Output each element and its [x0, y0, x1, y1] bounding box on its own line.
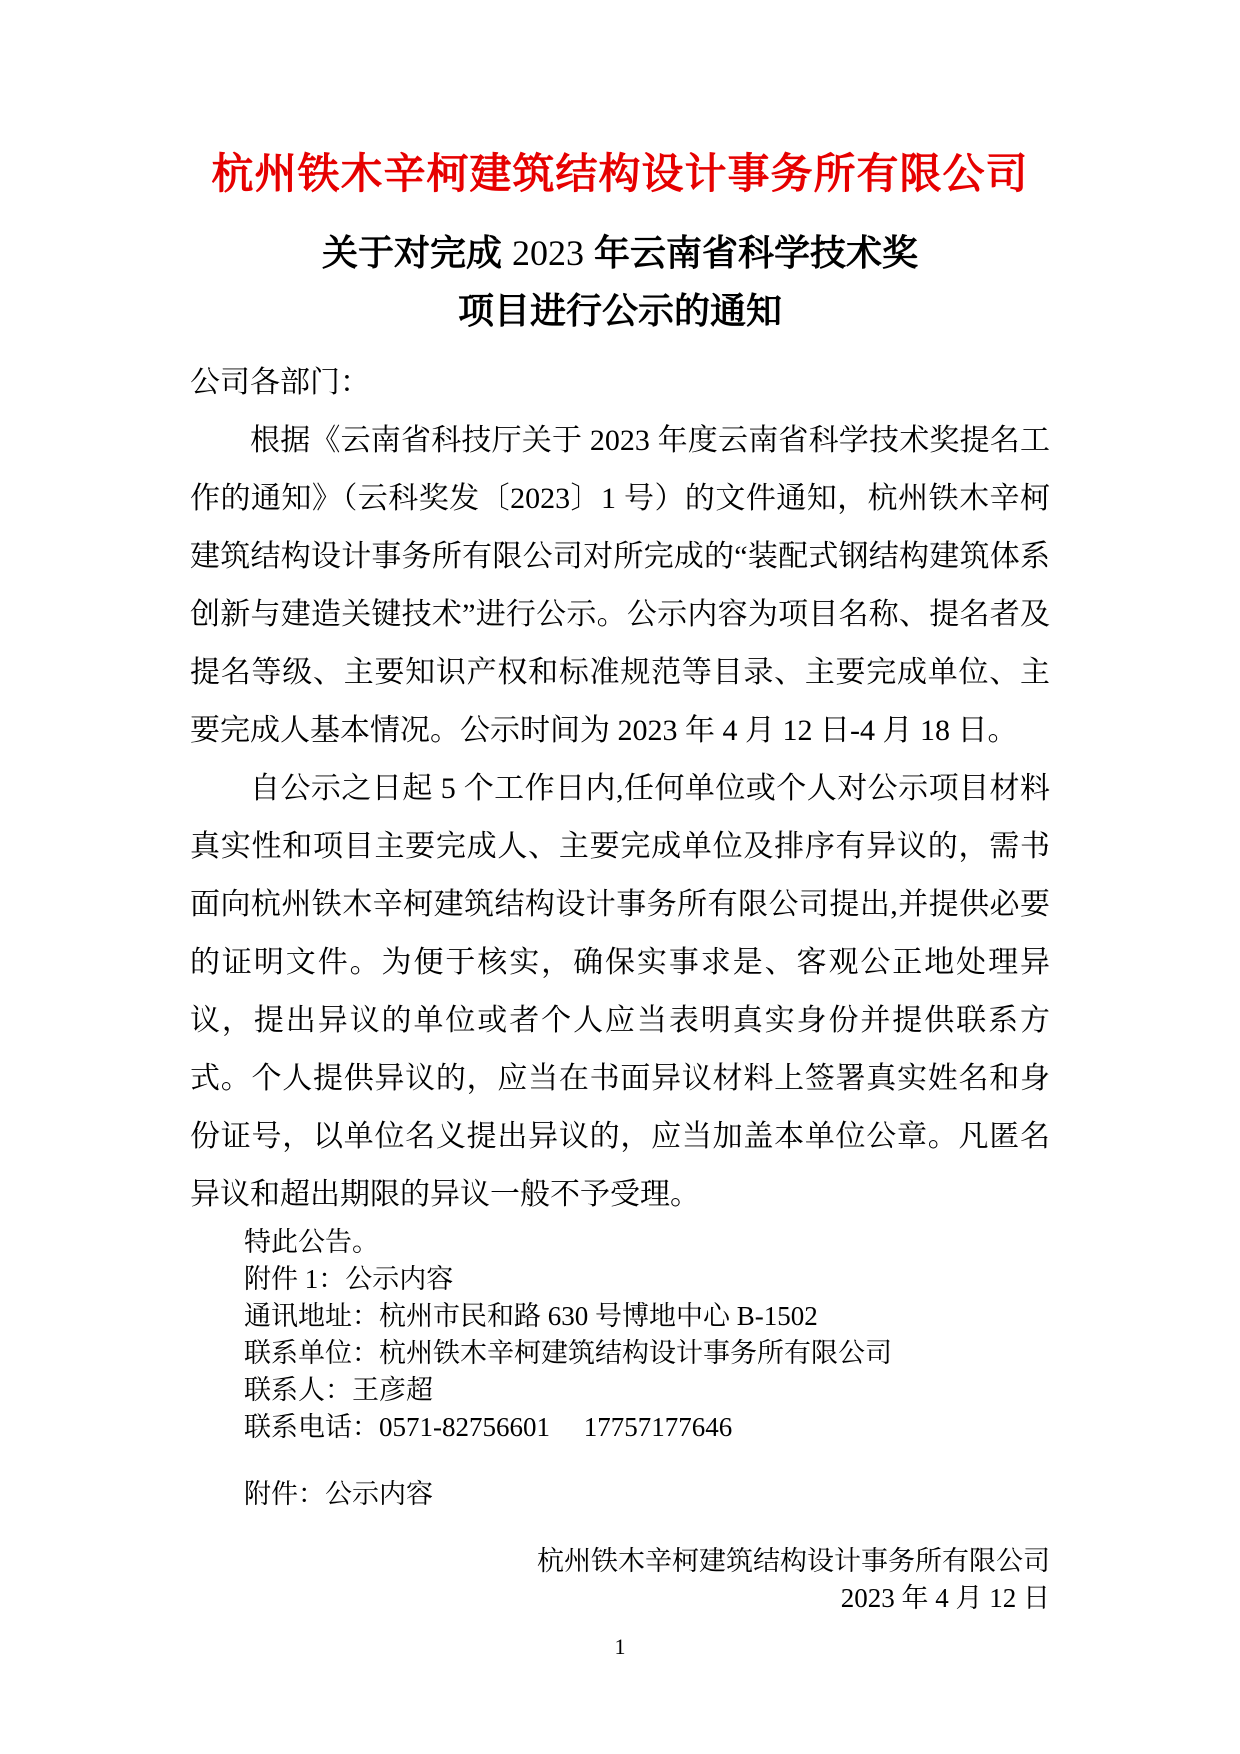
notice-title-year: 2023 [512, 233, 584, 273]
closing-line: 特此公告。 [244, 1227, 379, 1257]
attachment-line: 附件 1：公示内容 [244, 1264, 454, 1294]
document-body [190, 354, 1050, 1224]
signature-date: 2023 年 4 月 12 日 [840, 1583, 1050, 1613]
address-line: 通讯地址：杭州市民和路 630 号博地中心 B-1502 [244, 1301, 818, 1331]
salutation: 公司各部门： [190, 366, 370, 399]
notice-title-line1-suffix: 年云南省科学技术奖 [584, 232, 919, 273]
attachment-note: 附件：公示内容 [244, 1479, 433, 1509]
notice-title-line1-prefix: 关于对完成 [321, 232, 512, 273]
signature-company: 杭州铁木辛柯建筑结构设计事务所有限公司 [537, 1546, 1050, 1576]
contact-unit-line: 联系单位：杭州铁木辛柯建筑结构设计事务所有限公司 [244, 1338, 892, 1368]
paragraph-1: 根据《云南省科技厅关于 2023 年度云南省科学技术奖提名工作的通知》（云科奖发〔2023〕1 号）的文件通知，杭州铁木辛柯建筑结构设计事务所有限公司对所完成的“装配式钢结构建筑体系创新与建造关键技术”进行公示。公示内容为项目名称、提名者及提名等级、主要知识产权和标准规范等目录、主要完成单位、主要完成人基本情况。公示时间为 2023 年 4 月 12 日-4 月 18 日。 [190, 424, 1050, 747]
page-number: 1 [614, 1634, 626, 1659]
notice-title [190, 224, 1050, 340]
contact-phone-line: 联系电话：0571-82756601 17757177646 [244, 1412, 733, 1442]
notice-title-line1 [190, 224, 1050, 282]
signature-block [190, 1543, 1050, 1617]
contact-person-line: 联系人：王彦超 [244, 1375, 433, 1405]
notice-title-line2: 项目进行公示的通知 [457, 290, 782, 331]
paragraph-2: 自公示之日起 5 个工作日内,任何单位或个人对公示项目材料真实性和项目主要完成人、主要完成单位及排序有异议的，需书面向杭州铁木辛柯建筑结构设计事务所有限公司提出,并提供必要的证明文件。为便于核实，确保实事求是、客观公正地处理异议，提出异议的单位或者个人应当表明真实身份并提供联系方式。个人提供异议的，应当在书面异议材料上签署真实姓名和身份证号，以单位名义提出异议的，应当加盖本单位公章。凡匿名异议和超出期限的异议一般不予受理。 [190, 772, 1050, 1211]
company-title: 杭州铁木辛柯建筑结构设计事务所有限公司 [211, 150, 1029, 197]
contact-block [190, 1224, 1050, 1446]
